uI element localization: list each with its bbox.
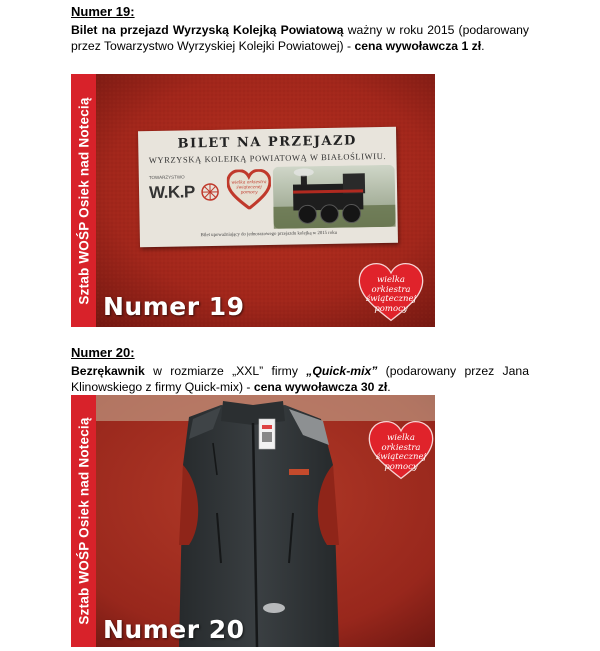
heart-line-2: świątecznej: [375, 452, 427, 463]
photo-number-label: Numer 19: [103, 292, 245, 321]
item-19-price: cena wywoławcza 1 zł: [354, 39, 482, 53]
item-20-photo: [71, 395, 435, 647]
mini-heart-line-1: wielka orkiestra: [231, 180, 267, 186]
item-19-desc-mid: ważny w roku 2015 (podarowany przez Towarzystwo Wyrzyskiej Kolejki Powiatowej) -: [71, 23, 530, 53]
item-19-desc-end: .: [481, 39, 485, 53]
heart-line-2: świątecznej: [365, 294, 417, 305]
wosp-banner-text: Sztab WOŚP Osiek nad Notecią: [76, 417, 91, 625]
item-20-name: Bezrękawnik: [71, 364, 145, 378]
mini-heart-line-2: świątecznej: [236, 185, 262, 191]
ticket-title: BILET NA PRZEJAZD: [177, 133, 357, 152]
ticket-logo-wheel-icon: [201, 183, 219, 201]
item-20-desc-mid1: w rozmiarze „XXL” firmy: [144, 364, 307, 378]
ticket-locomotive-photo: [273, 165, 396, 229]
heart-line-3: pomocy: [374, 303, 408, 314]
ticket-logo-top: TOWARZYSTWO: [148, 174, 185, 181]
wosp-heart-logo: [368, 420, 434, 480]
item-20-desc-mid2: (podarowany przez Jana Klinowskiego z firmy Quick-mix) -: [71, 364, 529, 394]
ticket-subtitle: WYRZYSKĄ KOLEJKĄ POWIATOWĄ W BIAŁOŚLIWIU.: [148, 150, 387, 166]
item-20-description: [71, 363, 529, 395]
ticket-fine-print: Bilet upoważniający do jednorazowego przejazdu kolejką w 2015 roku: [200, 230, 338, 239]
wosp-heart-logo: [358, 262, 424, 322]
heart-line-3: pomocy: [384, 461, 418, 472]
item-19-name: Bilet na przejazd Wyrzyską Kolejką Powiatową: [71, 23, 344, 37]
item-19-description: [71, 22, 529, 54]
heart-line-1: wielka orkiestra: [381, 433, 421, 453]
item-19-photo: [71, 74, 435, 327]
item-20-desc-end: .: [387, 380, 391, 394]
mini-heart-line-3: pomocy: [240, 190, 258, 196]
wosp-banner: [71, 395, 96, 647]
item-20-price: cena wywoławcza 30 zł: [253, 380, 388, 394]
item-20-brand: „Quick-mix”: [306, 364, 378, 378]
ticket-logo: W.K.P: [148, 182, 195, 203]
wosp-banner: [71, 74, 96, 327]
ticket: [138, 127, 398, 247]
photo-number-label: Numer 20: [103, 615, 245, 644]
item-19-heading: Numer 19:: [71, 4, 135, 19]
wosp-banner-text: Sztab WOŚP Osiek nad Notecią: [76, 96, 91, 305]
item-20-heading: Numer 20:: [71, 345, 135, 360]
heart-line-1: wielka orkiestra: [371, 275, 411, 295]
ticket-mini-heart: [227, 169, 272, 210]
